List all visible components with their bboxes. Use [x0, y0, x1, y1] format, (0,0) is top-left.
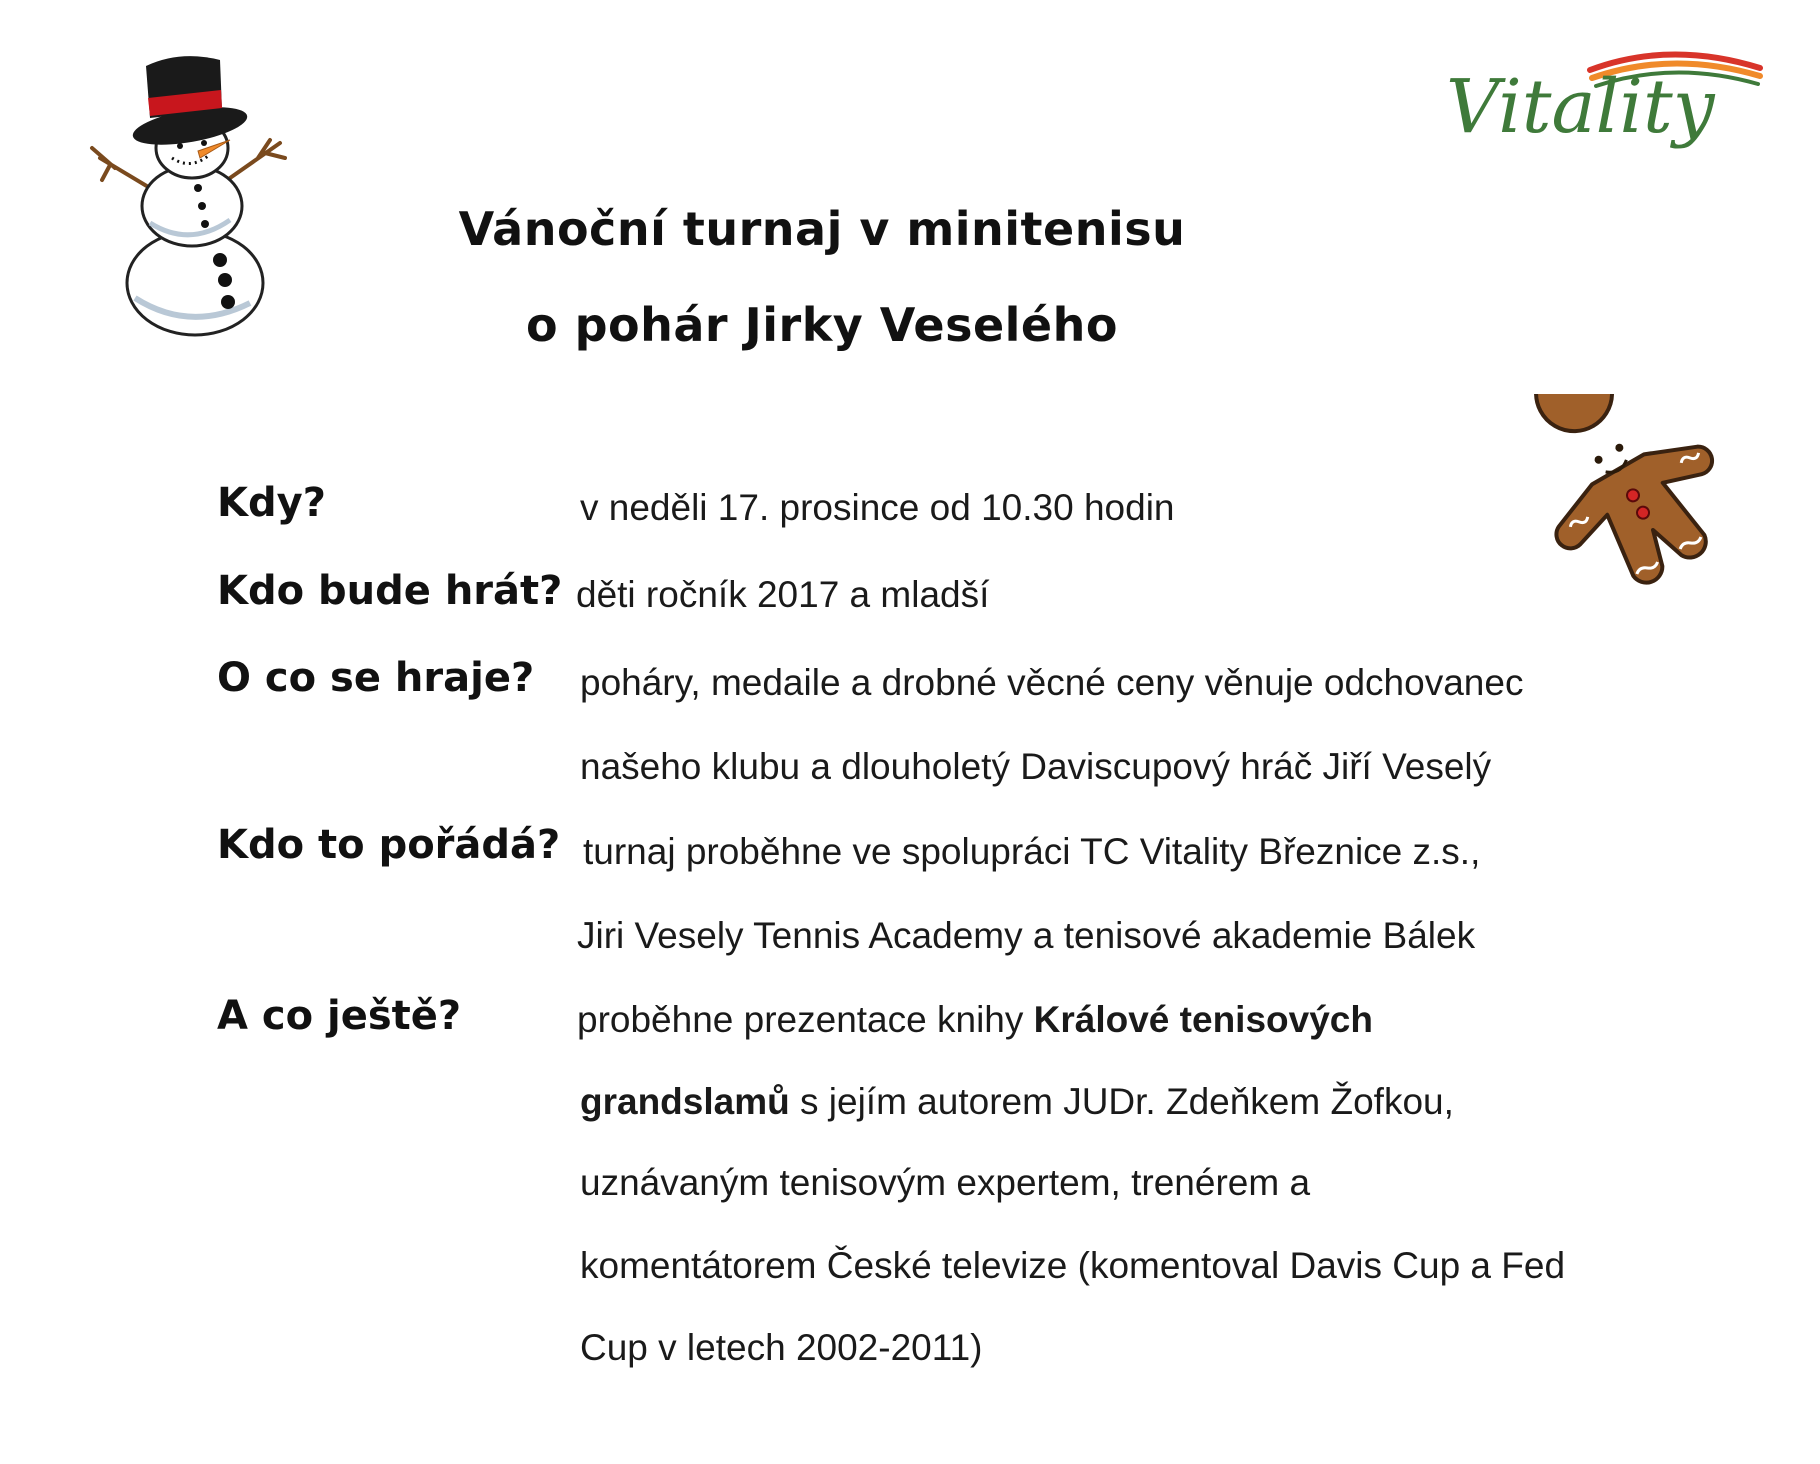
- answer-extra-line-1: [577, 999, 1373, 1041]
- title-line-2: o pohár Jirky Veselého: [526, 298, 1118, 352]
- answer-extra-line-1-pre: proběhne prezentace knihy: [577, 999, 1034, 1040]
- title-line-1: Vánoční turnaj v minitenisu: [458, 202, 1186, 256]
- snowman-icon: [80, 48, 300, 338]
- book-title-part-2: grandslamů: [580, 1081, 790, 1122]
- answer-prizes-line-1: poháry, medaile a drobné věcné ceny věnuje odchovanec: [580, 662, 1524, 703]
- answer-extra-line-2: [580, 1081, 1454, 1123]
- answer-organizer-line-1: turnaj proběhne ve spolupráci TC Vitality Březnice z.s.,: [583, 831, 1481, 872]
- answer-extra-line-5: Cup v letech 2002-2011): [580, 1327, 983, 1368]
- answer-prizes-line-2: našeho klubu a dlouholetý Daviscupový hráč Jiří Veselý: [580, 746, 1492, 787]
- question-organizer: Kdo to pořádá?: [217, 822, 561, 868]
- answer-extra-line-4: komentátorem České televize (komentoval Davis Cup a Fed: [580, 1245, 1566, 1286]
- answer-extra-line-2-post: s jejím autorem JUDr. Zdeňkem Žofkou,: [789, 1081, 1454, 1122]
- answer-who-plays: děti ročník 2017 a mladší: [576, 574, 990, 615]
- question-when: Kdy?: [217, 480, 326, 526]
- answer-organizer-line-2: Jiri Vesely Tennis Academy a tenisové akademie Bálek: [577, 915, 1476, 956]
- gingerbread-man-icon: [1528, 394, 1748, 614]
- answer-extra-line-3: uznávaným tenisovým expertem, trenérem a: [580, 1162, 1311, 1203]
- question-prizes: O co se hraje?: [217, 655, 535, 701]
- book-title-part-1: Králové tenisových: [1033, 999, 1373, 1040]
- question-who-plays: Kdo bude hrát?: [217, 568, 563, 614]
- question-what-else: A co ještě?: [217, 993, 462, 1039]
- answer-when: v neděli 17. prosince od 10.30 hodin: [580, 487, 1175, 528]
- vitality-logo: [1440, 40, 1770, 170]
- logo-text: Vitality: [1446, 64, 1715, 150]
